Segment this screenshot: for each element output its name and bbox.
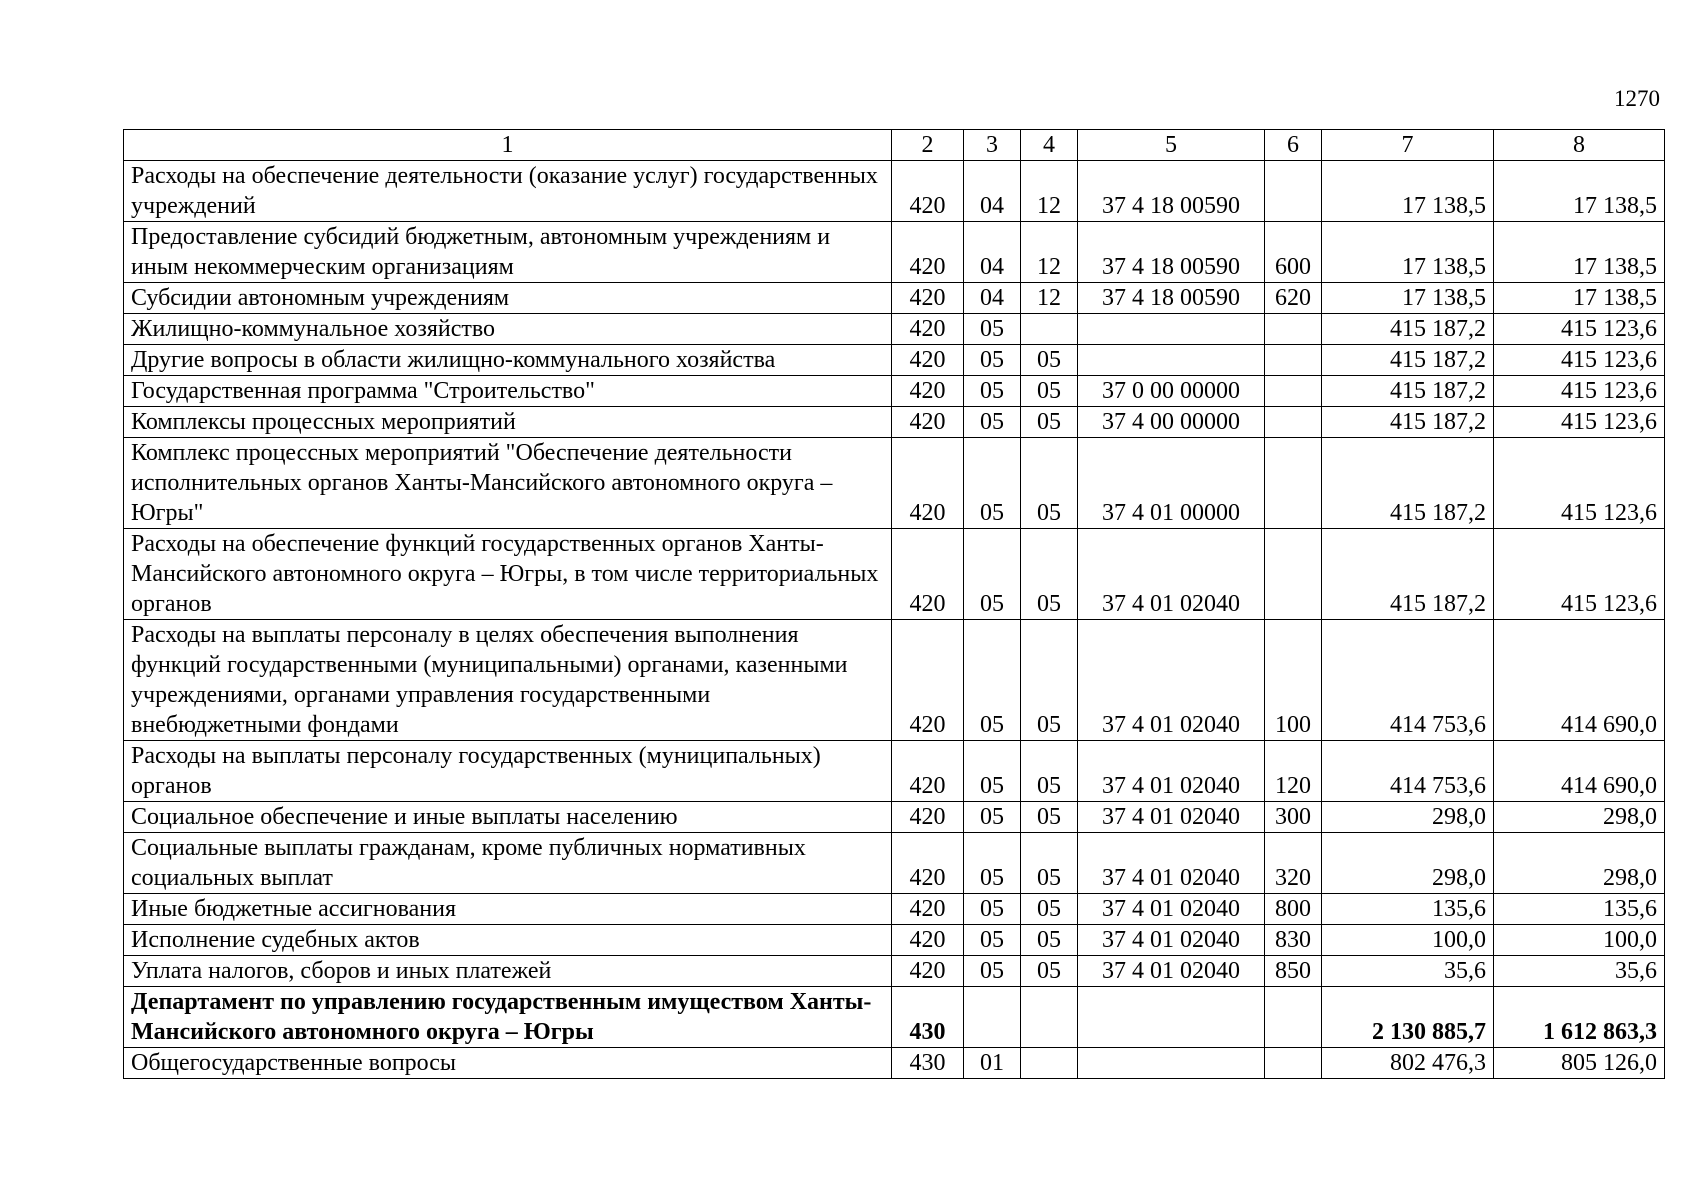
cell-target-article: [1078, 345, 1265, 376]
cell-amount-year-2: 415 123,6: [1494, 345, 1665, 376]
cell-section: 05: [964, 833, 1021, 894]
cell-target-article: 37 4 01 02040: [1078, 802, 1265, 833]
cell-amount-year-2: 17 138,5: [1494, 222, 1665, 283]
table-body: [124, 161, 1665, 1079]
cell-ministry-code: 420: [892, 925, 964, 956]
cell-section: 01: [964, 1048, 1021, 1079]
table-row: [124, 345, 1665, 376]
budget-table: [123, 129, 1665, 1079]
cell-amount-year-1: 17 138,5: [1322, 161, 1494, 222]
cell-ministry-code: 420: [892, 894, 964, 925]
cell-expense-type: 850: [1265, 956, 1322, 987]
cell-target-article: [1078, 314, 1265, 345]
cell-ministry-code: 420: [892, 529, 964, 620]
cell-section: 05: [964, 314, 1021, 345]
cell-ministry-code: 420: [892, 283, 964, 314]
cell-section: 04: [964, 283, 1021, 314]
cell-ministry-code: 430: [892, 1048, 964, 1079]
cell-name: Комплексы процессных мероприятий: [124, 407, 892, 438]
cell-section: 05: [964, 345, 1021, 376]
cell-amount-year-1: 415 187,2: [1322, 314, 1494, 345]
table-row: [124, 987, 1665, 1048]
cell-subsection: 05: [1021, 529, 1078, 620]
cell-subsection: 12: [1021, 283, 1078, 314]
cell-amount-year-2: 298,0: [1494, 833, 1665, 894]
cell-target-article: 37 0 00 00000: [1078, 376, 1265, 407]
table-row: [124, 741, 1665, 802]
cell-amount-year-2: 805 126,0: [1494, 1048, 1665, 1079]
cell-target-article: 37 4 01 00000: [1078, 438, 1265, 529]
cell-expense-type: 600: [1265, 222, 1322, 283]
cell-amount-year-1: 415 187,2: [1322, 438, 1494, 529]
cell-name: Жилищно-коммунальное хозяйство: [124, 314, 892, 345]
cell-amount-year-1: 415 187,2: [1322, 529, 1494, 620]
cell-amount-year-1: 100,0: [1322, 925, 1494, 956]
cell-amount-year-1: 17 138,5: [1322, 283, 1494, 314]
cell-target-article: [1078, 987, 1265, 1048]
cell-subsection: 05: [1021, 620, 1078, 741]
cell-name: Социальные выплаты гражданам, кроме публичных нормативных социальных выплат: [124, 833, 892, 894]
cell-expense-type: 800: [1265, 894, 1322, 925]
cell-section: 04: [964, 161, 1021, 222]
cell-amount-year-2: 35,6: [1494, 956, 1665, 987]
cell-section: 04: [964, 222, 1021, 283]
cell-amount-year-1: 415 187,2: [1322, 345, 1494, 376]
cell-subsection: 05: [1021, 894, 1078, 925]
table-row: [124, 925, 1665, 956]
cell-target-article: 37 4 01 02040: [1078, 925, 1265, 956]
cell-expense-type: 830: [1265, 925, 1322, 956]
table-row: [124, 407, 1665, 438]
cell-expense-type: [1265, 376, 1322, 407]
cell-expense-type: [1265, 529, 1322, 620]
header-col-4: 4: [1021, 130, 1078, 161]
cell-ministry-code: 420: [892, 314, 964, 345]
cell-target-article: 37 4 01 02040: [1078, 956, 1265, 987]
cell-section: 05: [964, 529, 1021, 620]
cell-target-article: 37 4 01 02040: [1078, 741, 1265, 802]
cell-name: Общегосударственные вопросы: [124, 1048, 892, 1079]
cell-target-article: 37 4 01 02040: [1078, 620, 1265, 741]
cell-ministry-code: 420: [892, 376, 964, 407]
table-row: [124, 1048, 1665, 1079]
cell-ministry-code: 420: [892, 802, 964, 833]
cell-amount-year-2: 415 123,6: [1494, 314, 1665, 345]
cell-amount-year-1: 414 753,6: [1322, 741, 1494, 802]
cell-name: Субсидии автономным учреждениям: [124, 283, 892, 314]
cell-amount-year-2: 415 123,6: [1494, 529, 1665, 620]
cell-name: Расходы на выплаты персоналу в целях обеспечения выполнения функций государственными (муниципальными) органами, казенными учреждениями, органами управления государственными внебюджетными фондами: [124, 620, 892, 741]
cell-subsection: [1021, 1048, 1078, 1079]
table-row: [124, 438, 1665, 529]
cell-section: 05: [964, 741, 1021, 802]
cell-expense-type: [1265, 314, 1322, 345]
cell-expense-type: [1265, 1048, 1322, 1079]
header-col-5: 5: [1078, 130, 1265, 161]
table-row: [124, 314, 1665, 345]
cell-amount-year-1: 415 187,2: [1322, 407, 1494, 438]
cell-name: Государственная программа "Строительство": [124, 376, 892, 407]
cell-section: 05: [964, 376, 1021, 407]
cell-ministry-code: 420: [892, 345, 964, 376]
cell-amount-year-2: 17 138,5: [1494, 161, 1665, 222]
cell-subsection: 12: [1021, 161, 1078, 222]
cell-amount-year-1: 17 138,5: [1322, 222, 1494, 283]
cell-subsection: 05: [1021, 802, 1078, 833]
cell-name: Комплекс процессных мероприятий "Обеспечение деятельности исполнительных органов Ханты-Мансийского автономного округа – Югры": [124, 438, 892, 529]
cell-ministry-code: 420: [892, 956, 964, 987]
cell-amount-year-1: 414 753,6: [1322, 620, 1494, 741]
page-number: 1270: [1614, 86, 1660, 111]
cell-amount-year-1: 2 130 885,7: [1322, 987, 1494, 1048]
header-col-6: 6: [1265, 130, 1322, 161]
cell-section: 05: [964, 620, 1021, 741]
cell-amount-year-1: 298,0: [1322, 833, 1494, 894]
cell-name: Другие вопросы в области жилищно-коммунального хозяйства: [124, 345, 892, 376]
table-row: [124, 222, 1665, 283]
cell-subsection: 05: [1021, 956, 1078, 987]
cell-subsection: 05: [1021, 741, 1078, 802]
cell-name: Расходы на обеспечение деятельности (оказание услуг) государственных учреждений: [124, 161, 892, 222]
cell-name: Иные бюджетные ассигнования: [124, 894, 892, 925]
header-col-8: 8: [1494, 130, 1665, 161]
cell-subsection: 12: [1021, 222, 1078, 283]
cell-name: Предоставление субсидий бюджетным, автономным учреждениям и иным некоммерческим организациям: [124, 222, 892, 283]
cell-subsection: 05: [1021, 345, 1078, 376]
cell-subsection: 05: [1021, 438, 1078, 529]
cell-section: 05: [964, 956, 1021, 987]
cell-expense-type: 300: [1265, 802, 1322, 833]
cell-ministry-code: 420: [892, 741, 964, 802]
cell-amount-year-1: 415 187,2: [1322, 376, 1494, 407]
cell-expense-type: 620: [1265, 283, 1322, 314]
header-col-3: 3: [964, 130, 1021, 161]
table-row: [124, 894, 1665, 925]
header-col-2: 2: [892, 130, 964, 161]
table-row: [124, 956, 1665, 987]
header-col-1: 1: [124, 130, 892, 161]
cell-amount-year-1: 35,6: [1322, 956, 1494, 987]
cell-target-article: 37 4 18 00590: [1078, 283, 1265, 314]
cell-expense-type: [1265, 345, 1322, 376]
cell-section: 05: [964, 925, 1021, 956]
cell-amount-year-2: 415 123,6: [1494, 407, 1665, 438]
cell-expense-type: 120: [1265, 741, 1322, 802]
cell-ministry-code: 420: [892, 407, 964, 438]
cell-ministry-code: 420: [892, 438, 964, 529]
cell-amount-year-2: 1 612 863,3: [1494, 987, 1665, 1048]
cell-amount-year-2: 415 123,6: [1494, 376, 1665, 407]
cell-amount-year-2: 135,6: [1494, 894, 1665, 925]
cell-expense-type: [1265, 438, 1322, 529]
header-row: [124, 130, 1665, 161]
cell-ministry-code: 420: [892, 161, 964, 222]
cell-amount-year-1: 298,0: [1322, 802, 1494, 833]
cell-amount-year-2: 414 690,0: [1494, 741, 1665, 802]
cell-section: 05: [964, 802, 1021, 833]
cell-target-article: 37 4 18 00590: [1078, 161, 1265, 222]
cell-amount-year-2: 100,0: [1494, 925, 1665, 956]
cell-subsection: 05: [1021, 833, 1078, 894]
cell-amount-year-2: 414 690,0: [1494, 620, 1665, 741]
cell-name: Уплата налогов, сборов и иных платежей: [124, 956, 892, 987]
cell-target-article: [1078, 1048, 1265, 1079]
cell-section: 05: [964, 407, 1021, 438]
cell-target-article: 37 4 01 02040: [1078, 833, 1265, 894]
cell-amount-year-1: 802 476,3: [1322, 1048, 1494, 1079]
cell-subsection: 05: [1021, 407, 1078, 438]
cell-amount-year-1: 135,6: [1322, 894, 1494, 925]
cell-section: 05: [964, 894, 1021, 925]
table-row: [124, 283, 1665, 314]
cell-amount-year-2: 298,0: [1494, 802, 1665, 833]
cell-expense-type: 320: [1265, 833, 1322, 894]
cell-section: [964, 987, 1021, 1048]
cell-subsection: 05: [1021, 925, 1078, 956]
cell-ministry-code: 420: [892, 833, 964, 894]
cell-name: Социальное обеспечение и иные выплаты населению: [124, 802, 892, 833]
cell-amount-year-2: 17 138,5: [1494, 283, 1665, 314]
table-row: [124, 802, 1665, 833]
table-row: [124, 161, 1665, 222]
cell-name: Департамент по управлению государственным имуществом Ханты-Мансийского автономного округа – Югры: [124, 987, 892, 1048]
header-col-7: 7: [1322, 130, 1494, 161]
table-row: [124, 833, 1665, 894]
cell-target-article: 37 4 01 02040: [1078, 894, 1265, 925]
cell-subsection: 05: [1021, 376, 1078, 407]
cell-target-article: 37 4 00 00000: [1078, 407, 1265, 438]
cell-expense-type: [1265, 407, 1322, 438]
cell-target-article: 37 4 18 00590: [1078, 222, 1265, 283]
cell-name: Расходы на обеспечение функций государственных органов Ханты-Мансийского автономного округа – Югры, в том числе территориальных органов: [124, 529, 892, 620]
cell-ministry-code: 420: [892, 222, 964, 283]
cell-expense-type: 100: [1265, 620, 1322, 741]
cell-expense-type: [1265, 161, 1322, 222]
cell-ministry-code: 430: [892, 987, 964, 1048]
cell-name: Исполнение судебных актов: [124, 925, 892, 956]
cell-ministry-code: 420: [892, 620, 964, 741]
cell-subsection: [1021, 314, 1078, 345]
cell-expense-type: [1265, 987, 1322, 1048]
table-row: [124, 529, 1665, 620]
cell-amount-year-2: 415 123,6: [1494, 438, 1665, 529]
cell-section: 05: [964, 438, 1021, 529]
cell-subsection: [1021, 987, 1078, 1048]
cell-name: Расходы на выплаты персоналу государственных (муниципальных) органов: [124, 741, 892, 802]
table-row: [124, 376, 1665, 407]
table-row: [124, 620, 1665, 741]
cell-target-article: 37 4 01 02040: [1078, 529, 1265, 620]
